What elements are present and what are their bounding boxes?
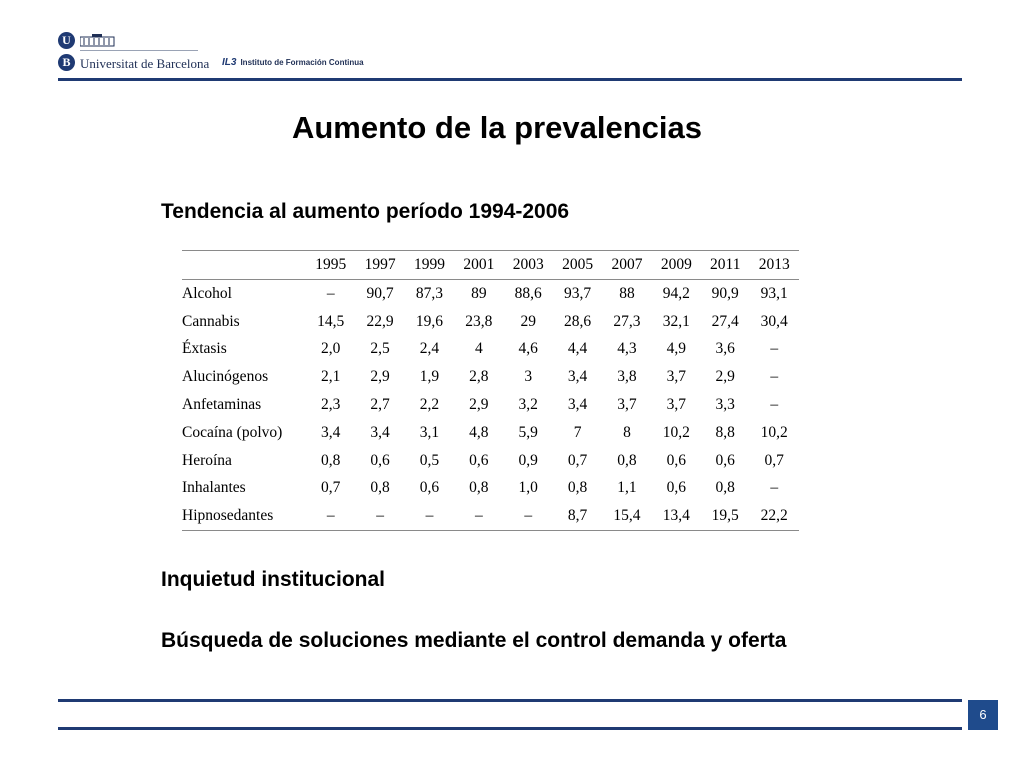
table-cell: 3,6: [715, 340, 735, 358]
table-row: [182, 363, 799, 391]
table-cell: 10,2: [760, 423, 788, 441]
table-row: [182, 475, 799, 503]
table-cell: 1,0: [518, 479, 538, 497]
table-cell: 4,6: [518, 340, 538, 358]
institute-name: Instituto de Formación Continua: [240, 58, 364, 67]
row-label: Cocaína (polvo): [182, 423, 283, 441]
table-cell: 28,6: [564, 312, 592, 330]
row-label: Éxtasis: [182, 340, 227, 358]
column-header: 2007: [611, 256, 643, 273]
university-logo: [58, 30, 210, 74]
table-cell: –: [376, 507, 384, 525]
building-icon: [80, 34, 172, 48]
table-cell: 23,8: [465, 312, 493, 330]
table-cell: 0,8: [469, 479, 489, 497]
table-cell: 0,6: [666, 479, 686, 497]
table-cell: 2,9: [715, 368, 735, 386]
table-cell: 3,4: [567, 368, 588, 386]
table-cell: 0,7: [764, 451, 784, 469]
table-cell: 0,6: [715, 451, 735, 469]
footer-divider-bottom: [58, 727, 962, 730]
table-row: [182, 502, 799, 530]
column-header: 2001: [463, 256, 495, 273]
table-cell: 3,7: [617, 396, 637, 414]
table-cell: 27,3: [613, 312, 641, 330]
table-row: [182, 336, 799, 364]
table-row: [182, 308, 799, 336]
table-cell: 3,4: [321, 423, 341, 441]
table-cell: 3,4: [567, 396, 588, 414]
table-cell: 93,1: [760, 284, 788, 302]
footer-divider-top: [58, 699, 962, 702]
table-cell: 2,5: [370, 340, 390, 358]
university-name: Universitat de Barcelona: [80, 56, 210, 71]
table-cell: 94,2: [662, 284, 690, 302]
table-cell: 30,4: [760, 312, 788, 330]
table-row: [182, 419, 799, 447]
table-cell: 93,7: [564, 284, 592, 302]
table-cell: 14,5: [317, 312, 345, 330]
table-cell: –: [770, 368, 779, 386]
table-cell: 89: [471, 284, 487, 302]
table-cell: 90,7: [366, 284, 394, 302]
column-header: 1995: [315, 256, 347, 273]
table-cell: 0,8: [715, 479, 735, 497]
point-institutional-concern: Inquietud institucional: [161, 568, 385, 591]
table-cell: 0,8: [617, 451, 637, 469]
table-cell: 19,5: [711, 507, 739, 525]
table-cell: 19,6: [415, 312, 443, 330]
table-cell: 4,9: [666, 340, 686, 358]
table-cell: 90,9: [711, 284, 739, 302]
header-divider: [58, 78, 962, 81]
table-cell: 3,8: [617, 368, 637, 386]
table-cell: 2,4: [419, 340, 440, 358]
table-cell: 4,3: [617, 340, 637, 358]
table-cell: 0,7: [567, 451, 588, 469]
table-cell: 2,3: [321, 396, 341, 414]
column-header: 1999: [413, 256, 445, 273]
table-row: [182, 280, 799, 308]
slide-title: Aumento de la prevalencias: [291, 110, 703, 145]
column-header: 2009: [660, 256, 692, 273]
table-cell: –: [770, 479, 779, 497]
table-cell: 8,7: [567, 507, 588, 525]
column-header: 2013: [758, 256, 790, 273]
logo-divider: [80, 50, 198, 51]
column-header: 1997: [364, 256, 396, 273]
table-cell: 0,5: [419, 451, 440, 469]
table-cell: 3,7: [666, 396, 686, 414]
table-cell: 2,1: [321, 368, 341, 386]
row-label: Anfetaminas: [182, 396, 262, 414]
table-cell: 3,3: [715, 396, 735, 414]
table-cell: 2,9: [370, 368, 390, 386]
table-cell: 0,8: [567, 479, 588, 497]
table-cell: 8,8: [715, 423, 735, 441]
table-cell: –: [425, 507, 434, 525]
table-cell: 3,4: [370, 423, 390, 441]
table-cell: –: [770, 396, 779, 414]
table-cell: 22,2: [760, 507, 788, 525]
table-cell: 87,3: [415, 284, 443, 302]
table-cell: 8: [623, 423, 631, 441]
point-search-solutions: Búsqueda de soluciones mediante el control demanda y oferta: [161, 629, 787, 652]
table-cell: 2,7: [370, 396, 390, 414]
table-cell: 7: [573, 423, 582, 441]
b-letter-icon: B: [58, 54, 75, 71]
table-cell: 4: [474, 340, 483, 358]
column-header: 2005: [562, 256, 594, 273]
table-cell: 1,1: [617, 479, 637, 497]
table-cell: 88: [619, 284, 635, 302]
institute-mark: IL3: [222, 57, 237, 68]
page-number-badge: 6: [968, 700, 998, 730]
table-cell: –: [474, 507, 483, 525]
institute-logo: [222, 57, 364, 68]
table-cell: 32,1: [662, 312, 690, 330]
table-cell: –: [524, 507, 533, 525]
table-row: [182, 447, 799, 475]
row-label: Cannabis: [182, 312, 240, 330]
table-cell: 3,2: [518, 396, 538, 414]
table-cell: 0,7: [321, 479, 341, 497]
table-cell: 5,9: [518, 423, 538, 441]
row-label: Heroína: [182, 451, 232, 469]
prevalence-table: [182, 250, 799, 531]
table-cell: 4,8: [469, 423, 489, 441]
table-cell: 0,9: [518, 451, 538, 469]
row-label: Alucinógenos: [182, 368, 269, 386]
table-cell: 0,6: [419, 479, 440, 497]
table-cell: 0,8: [370, 479, 390, 497]
table-cell: 0,6: [666, 451, 686, 469]
table-cell: 0,8: [321, 451, 341, 469]
table-cell: 2,0: [321, 340, 341, 358]
table-cell: –: [326, 284, 335, 302]
table-cell: 3,1: [419, 423, 440, 441]
column-header: 2011: [710, 256, 741, 273]
column-header: 2003: [512, 256, 544, 273]
table-cell: 0,6: [370, 451, 390, 469]
table-cell: 3,7: [666, 368, 686, 386]
table-cell: 10,2: [662, 423, 690, 441]
table-row: [182, 391, 799, 419]
slide-subtitle: Tendencia al aumento período 1994-2006: [161, 200, 570, 223]
table-cell: 2,9: [469, 396, 489, 414]
table-cell: 22,9: [366, 312, 394, 330]
table-cell: 27,4: [711, 312, 739, 330]
table-corner-cell: [182, 251, 306, 280]
table-cell: 0,6: [469, 451, 489, 469]
u-letter-icon: U: [58, 32, 75, 49]
table-cell: –: [326, 507, 335, 525]
table-cell: 2,8: [469, 368, 489, 386]
table-cell: 88,6: [514, 284, 542, 302]
table-cell: –: [770, 340, 779, 358]
table-cell: 1,9: [419, 368, 440, 386]
table-cell: 13,4: [662, 507, 690, 525]
row-label: Hipnosedantes: [182, 507, 274, 525]
table-cell: 15,4: [613, 507, 641, 525]
table-cell: 3: [524, 368, 533, 386]
table-cell: 29: [520, 312, 536, 330]
table-header-row: [182, 251, 799, 280]
row-label: Inhalantes: [182, 479, 246, 497]
row-label: Alcohol: [182, 284, 232, 302]
table-cell: 2,2: [419, 396, 440, 414]
table-cell: 4,4: [567, 340, 588, 358]
